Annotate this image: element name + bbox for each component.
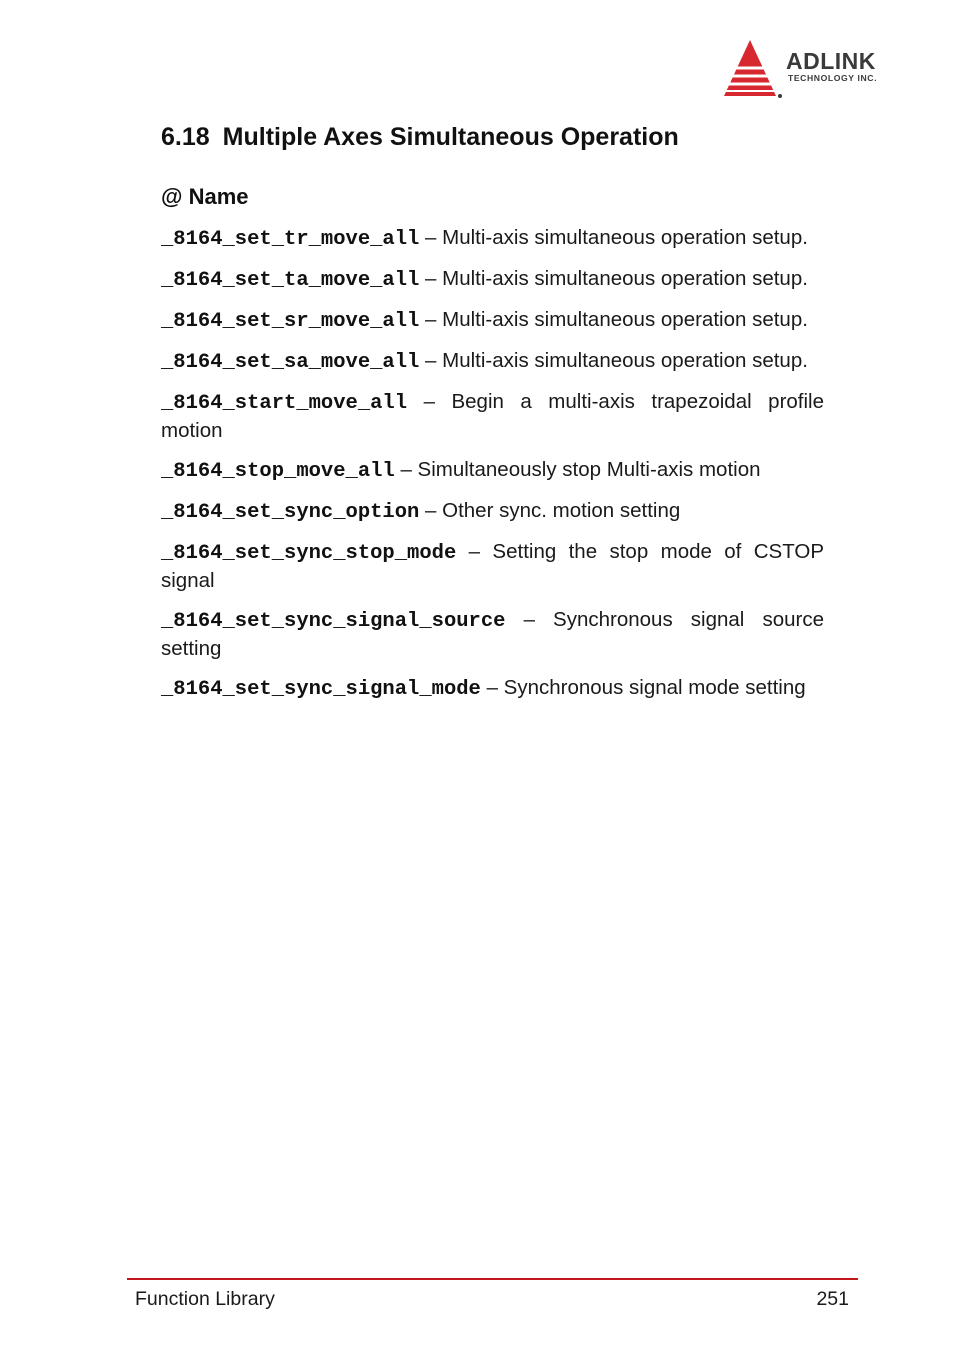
function-entry (161, 538, 824, 594)
function-name: _8164_set_sync_signal_mode (161, 678, 481, 701)
section-title (161, 121, 679, 153)
function-list (161, 224, 824, 715)
function-entry (161, 347, 824, 376)
function-entry (161, 456, 824, 485)
function-desc: – Synchronous signal source setting (161, 608, 824, 660)
function-name: _8164_set_sr_move_all (161, 310, 420, 333)
function-name: _8164_set_sync_option (161, 501, 420, 524)
logo-tagline: TECHNOLOGY INC. (788, 73, 878, 83)
function-desc: – Multi-axis simultaneous operation setup. (425, 226, 808, 249)
function-entry (161, 265, 824, 294)
function-entry (161, 497, 824, 526)
logo-wordmark: ADLINK (786, 48, 876, 74)
function-name: _8164_set_sync_signal_source (161, 610, 506, 633)
adlink-logo (722, 38, 912, 100)
function-desc: – Setting the stop mode of CSTOP signal (161, 540, 824, 592)
function-name: _8164_set_sa_move_all (161, 351, 420, 374)
function-entry (161, 306, 824, 335)
function-name: _8164_stop_move_all (161, 460, 395, 483)
page-number: 251 (816, 1288, 849, 1310)
footer-chapter-title: Function Library (135, 1288, 275, 1310)
adlink-triangle-logo-icon (722, 38, 784, 100)
function-desc: – Other sync. motion setting (425, 499, 681, 522)
function-name: _8164_set_tr_move_all (161, 228, 420, 251)
function-desc: – Multi-axis simultaneous operation setup. (425, 308, 808, 331)
function-entry (161, 606, 824, 662)
section-number: 6.18 (161, 123, 210, 151)
function-desc: – Begin a multi-axis trapezoidal profile motion (161, 390, 824, 442)
name-subheading: @ Name (161, 184, 249, 209)
function-name: _8164_set_sync_stop_mode (161, 542, 457, 565)
function-desc: – Multi-axis simultaneous operation setup. (425, 267, 808, 290)
section-title-text: Multiple Axes Simultaneous Operation (222, 123, 679, 151)
footer-divider (127, 1278, 858, 1280)
function-entry (161, 224, 824, 253)
function-entry (161, 388, 824, 444)
function-name: _8164_start_move_all (161, 392, 408, 415)
function-desc: – Simultaneously stop Multi-axis motion (400, 458, 761, 481)
function-desc: – Synchronous signal mode setting (486, 676, 806, 699)
function-desc: – Multi-axis simultaneous operation setup. (425, 349, 808, 372)
function-entry (161, 674, 824, 703)
function-name: _8164_set_ta_move_all (161, 269, 420, 292)
